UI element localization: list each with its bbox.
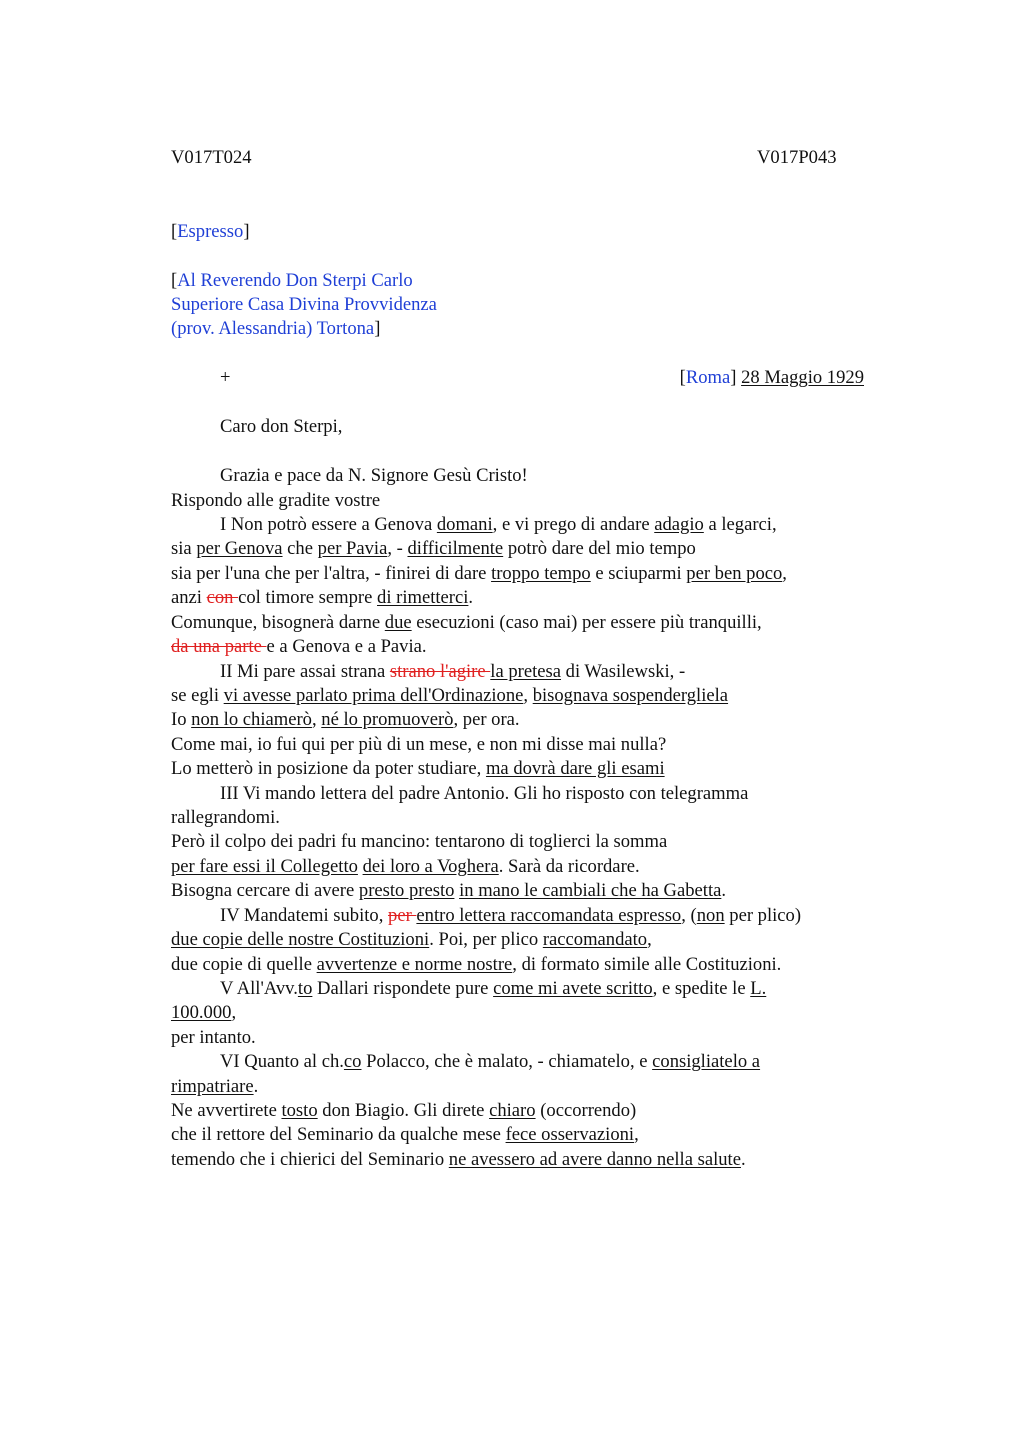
text-segment: per intanto. (171, 1027, 256, 1048)
text-segment: sia per l'una che per l'altra, - finirei di dare (171, 563, 492, 584)
text-segment: se egli (171, 685, 224, 706)
underlined-text: L. (750, 978, 767, 999)
underlined-text: come mi avete scritto (493, 978, 653, 999)
underlined-text: troppo tempo (491, 563, 591, 584)
letter-line (171, 1075, 258, 1099)
text-segment: anzi (171, 587, 207, 608)
letter-line (171, 586, 473, 610)
underlined-text: per Pavia (317, 538, 388, 559)
text-segment: potrò dare del mio tempo (503, 538, 696, 559)
letter-line (220, 513, 777, 537)
underlined-text: 100.000 (171, 1002, 232, 1023)
text-segment: don Biagio. Gli direte (317, 1100, 490, 1121)
underlined-text: adagio (654, 514, 704, 535)
underlined-text: co (343, 1051, 362, 1072)
letter-line (171, 879, 726, 903)
underlined-text: ma dovrà dare gli esami (485, 758, 665, 779)
underlined-text: per Genova (196, 538, 283, 559)
letter-line (171, 855, 640, 879)
underlined-text: né lo promuoverò (321, 709, 454, 730)
text-segment: a legarci, (703, 514, 777, 535)
underlined-text: per fare essi il Collegetto (171, 856, 358, 877)
letter-line (171, 1099, 636, 1123)
text-segment: rallegrandomi. (171, 807, 280, 828)
text-segment: Però il colpo dei padri fu mancino: tentarono di toglierci la somma (171, 831, 668, 852)
text-segment: Bisogna cercare di avere (171, 880, 359, 901)
underlined-text: per ben poco (686, 563, 783, 584)
text-segment: Lo metterò in posizione da poter studiare, (171, 758, 486, 779)
text-segment: , (634, 1124, 639, 1145)
text-segment: . (253, 1076, 259, 1097)
text-segment: Come mai, io fui qui per più di un mese, e non mi disse mai nulla? (171, 734, 667, 755)
text-segment: e a Genova e a Pavia. (266, 636, 427, 657)
text-segment: temendo che i chierici del Seminario (171, 1149, 449, 1170)
text-segment: Ne avvertirete (171, 1100, 282, 1121)
letter-line (220, 464, 528, 488)
letter-line (171, 1148, 746, 1172)
text-segment: , e vi prego di andare (492, 514, 655, 535)
letter-line (171, 830, 667, 854)
underlined-text: raccomandato (542, 929, 648, 950)
underlined-text: bisognava sospendergliela (532, 685, 729, 706)
espresso-text: Espresso (177, 221, 244, 242)
letter-line (171, 733, 666, 757)
underlined-text: tosto (281, 1100, 318, 1121)
letter-line (220, 977, 766, 1001)
text-segment: che il rettore del Seminario da qualche mese (171, 1124, 506, 1145)
letter-line (171, 489, 380, 513)
dateline: [Roma] 28 Maggio 1929 (679, 367, 864, 388)
letter-line (171, 708, 520, 732)
text-segment: , (523, 685, 533, 706)
text-segment: . (740, 1149, 746, 1170)
text-segment: Dallari rispondete pure (312, 978, 494, 999)
text-segment: Io (171, 709, 192, 730)
underlined-text: to (297, 978, 313, 999)
letter-line (220, 415, 342, 439)
underlined-text: fece osservazioni (505, 1124, 635, 1145)
text-segment: , (782, 563, 787, 584)
underlined-text: difficilmente (407, 538, 504, 559)
letter-line (171, 684, 728, 708)
text-segment: , - (387, 538, 408, 559)
underlined-text: due (384, 612, 412, 633)
letter-line (171, 806, 280, 830)
address-line-1: [Al Reverendo Don Sterpi Carlo (171, 270, 413, 291)
place-text: Roma (685, 367, 731, 388)
text-segment: sia (171, 538, 197, 559)
letter-line (220, 1050, 760, 1074)
text-segment: e sciuparmi (590, 563, 687, 584)
text-segment: due copie di quelle (171, 954, 317, 975)
cross-mark: + (220, 367, 231, 388)
letter-line (171, 562, 787, 586)
text-segment: Caro don Sterpi, (220, 416, 343, 437)
text-segment: esecuzioni (caso mai) per essere più tranquilli, (411, 612, 762, 633)
deleted-text: strano l'agire (389, 661, 491, 682)
document-code-left: V017T024 (171, 147, 252, 168)
underlined-text: domani (436, 514, 493, 535)
text-segment: Grazia e pace da N. Signore Gesù Cristo! (220, 465, 528, 486)
text-segment: IV Mandatemi subito, (220, 905, 389, 926)
deleted-text: da una parte (171, 636, 267, 657)
letter-line (171, 1026, 256, 1050)
underlined-text: consigliatelo a (652, 1051, 761, 1072)
underlined-text: in mano le cambiali che ha Gabetta (459, 880, 722, 901)
text-segment: VI Quanto al ch. (220, 1051, 344, 1072)
text-segment: , (311, 709, 322, 730)
address-line-2: Superiore Casa Divina Provvidenza (171, 294, 437, 315)
text-segment: (occorrendo) (535, 1100, 637, 1121)
text-segment: . Poi, per plico (429, 929, 543, 950)
letter-line (171, 928, 652, 952)
text-segment: . (721, 880, 727, 901)
letter-line (171, 611, 762, 635)
underlined-text: non lo chiamerò (191, 709, 312, 730)
underlined-text: chiaro (489, 1100, 536, 1121)
underlined-text: rimpatriare (171, 1076, 254, 1097)
letter-date: 28 Maggio 1929 (741, 367, 864, 388)
underlined-text: entro lettera raccomandata espresso (416, 905, 682, 926)
text-segment: I Non potrò essere a Genova (220, 514, 437, 535)
underlined-text: presto presto (358, 880, 455, 901)
text-segment: Rispondo alle gradite vostre (171, 490, 381, 511)
underlined-text: vi avesse parlato prima dell'Ordinazione (223, 685, 524, 706)
letter-line (171, 953, 781, 977)
letter-line (220, 782, 748, 806)
letter-line (220, 904, 801, 928)
text-segment: Comunque, bisognerà darne (171, 612, 385, 633)
letter-line (171, 1123, 639, 1147)
letter-line (171, 757, 665, 781)
text-segment: , di formato simile alle Costituzioni. (512, 954, 782, 975)
espresso-note: [Espresso] (171, 221, 250, 242)
letter-line (171, 1001, 236, 1025)
letter-line (220, 660, 685, 684)
text-segment: , (647, 929, 652, 950)
text-segment: . (468, 587, 474, 608)
letter-line (171, 635, 427, 659)
underlined-text: due copie delle nostre Costituzioni (171, 929, 430, 950)
underlined-text: dei loro a Voghera (362, 856, 499, 877)
letter-line (171, 537, 696, 561)
underlined-text: ne avessero ad avere danno nella salute (448, 1149, 741, 1170)
text-segment: che (282, 538, 318, 559)
deleted-text: per (388, 905, 417, 926)
text-segment: , e spedite le (652, 978, 751, 999)
underlined-text: la pretesa (490, 661, 561, 682)
text-segment: V All'Avv. (220, 978, 298, 999)
address-line-3: (prov. Alessandria) Tortona] (171, 318, 381, 339)
text-segment: Polacco, che è malato, - chiamatelo, e (361, 1051, 653, 1072)
deleted-text: con (206, 587, 239, 608)
underlined-text: avvertenze e norme nostre (316, 954, 513, 975)
text-segment: col timore sempre (238, 587, 378, 608)
underlined-text: non (696, 905, 725, 926)
underlined-text: di rimetterci (377, 587, 469, 608)
document-code-right: V017P043 (757, 147, 837, 168)
text-segment: . Sarà da ricordare. (498, 856, 640, 877)
text-segment: II Mi pare assai strana (220, 661, 390, 682)
text-segment: III Vi mando lettera del padre Antonio. Gli ho risposto con telegramma (220, 783, 749, 804)
text-segment: , per ora. (453, 709, 520, 730)
text-segment: di Wasilewski, - (561, 661, 686, 682)
text-segment: , ( (681, 905, 697, 926)
text-segment: , (231, 1002, 237, 1023)
text-segment: per plico) (724, 905, 802, 926)
